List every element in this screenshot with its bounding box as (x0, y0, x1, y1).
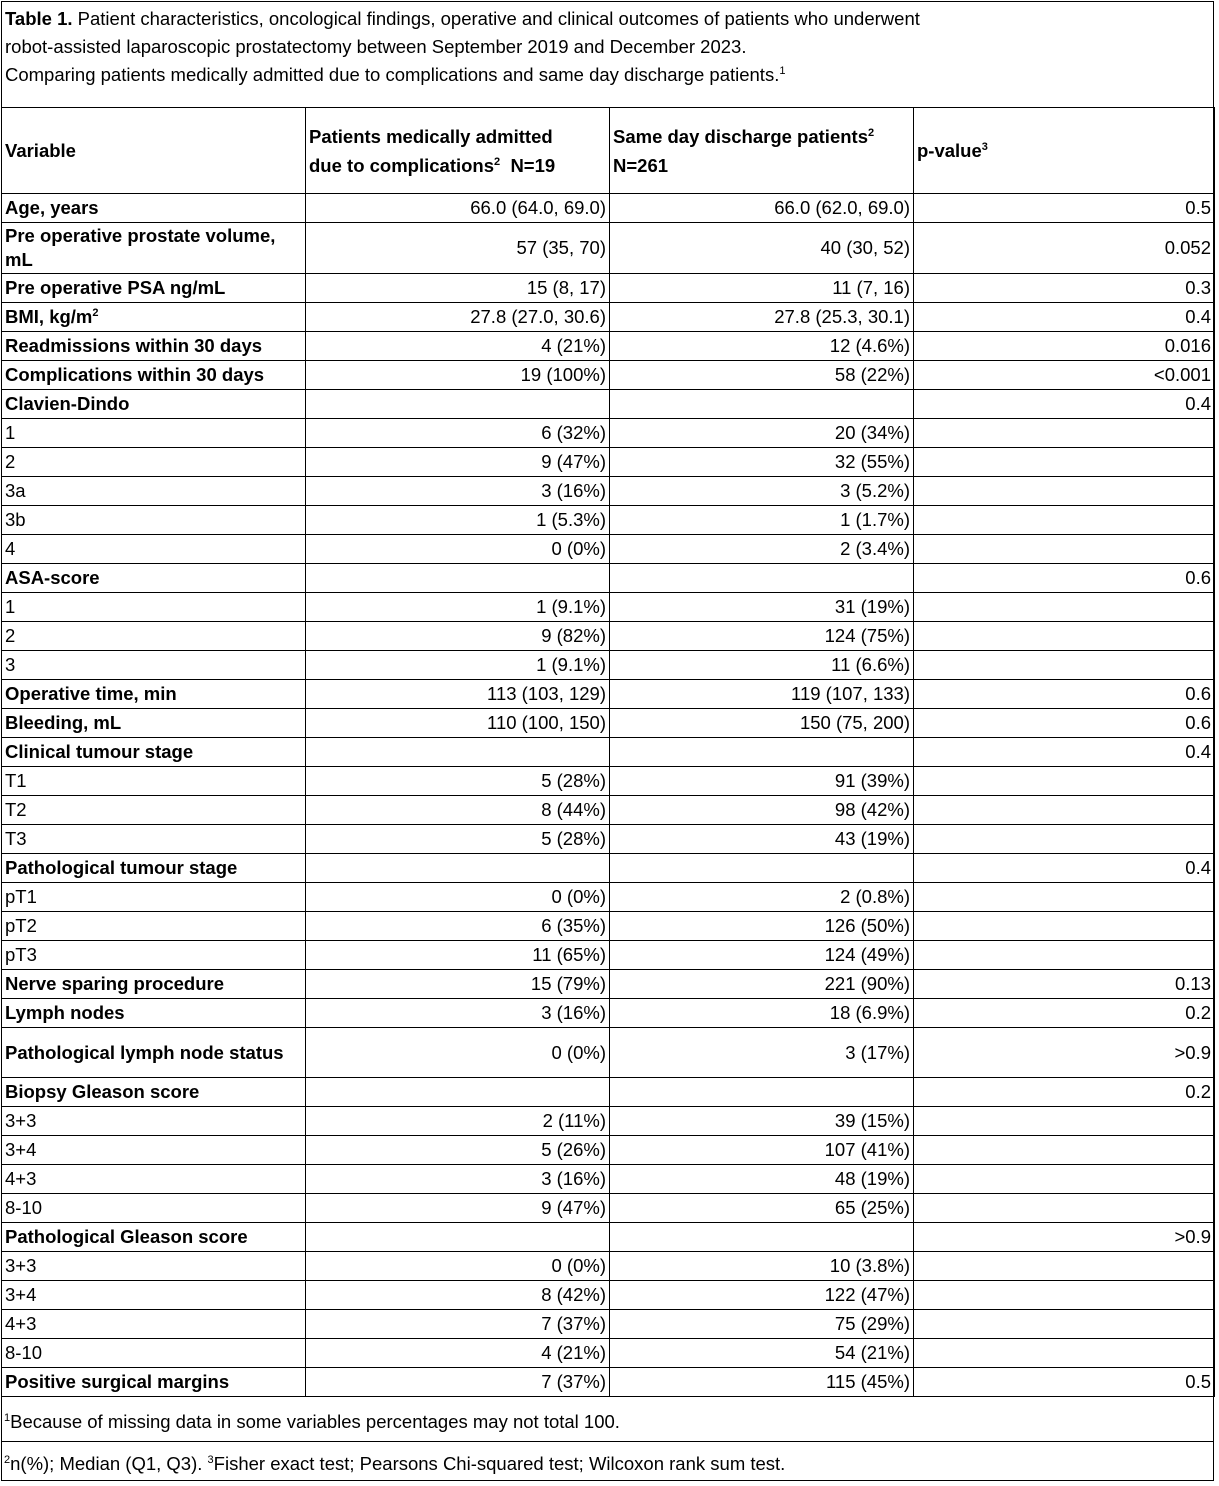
cell-pvalue (914, 477, 1215, 506)
row-label-text: Bleeding, mL (5, 712, 122, 733)
table-row (2, 303, 1215, 332)
table-row (2, 622, 1215, 651)
table-row (2, 390, 1215, 419)
cell-discharge: 66.0 (62.0, 69.0) (610, 194, 914, 223)
row-label (2, 999, 306, 1028)
row-label-text: 3b (5, 509, 26, 530)
table-row (2, 564, 1215, 593)
cell-pvalue (914, 1107, 1215, 1136)
cell-discharge: 126 (50%) (610, 912, 914, 941)
cell-pvalue: 0.5 (914, 194, 1215, 223)
cell-pvalue (914, 767, 1215, 796)
row-label (2, 651, 306, 680)
cell-discharge: 43 (19%) (610, 825, 914, 854)
cell-discharge (610, 1078, 914, 1107)
cell-admitted: 9 (47%) (306, 1194, 610, 1223)
table-row (2, 767, 1215, 796)
table-row (2, 419, 1215, 448)
cell-admitted: 0 (0%) (306, 535, 610, 564)
row-label-text: Complications within 30 days (5, 364, 265, 385)
row-label-text: T1 (5, 770, 27, 791)
row-label-text: 1 (5, 596, 16, 617)
row-label-text: Positive surgical margins (5, 1371, 230, 1392)
cell-admitted: 4 (21%) (306, 1339, 610, 1368)
cell-pvalue (914, 1281, 1215, 1310)
row-label-text: Pre operative PSA ng/mL (5, 277, 226, 298)
cell-discharge: 150 (75, 200) (610, 709, 914, 738)
table-row (2, 970, 1215, 999)
row-label (2, 738, 306, 767)
row-label-text: 4+3 (5, 1168, 37, 1189)
row-label (2, 1078, 306, 1107)
cell-discharge: 115 (45%) (610, 1368, 914, 1397)
footnote-2-text-a: n(%); Median (Q1, Q3). (10, 1453, 208, 1474)
row-label (2, 419, 306, 448)
cell-pvalue (914, 593, 1215, 622)
row-label (2, 303, 306, 332)
cell-pvalue: 0.4 (914, 854, 1215, 883)
row-label (2, 332, 306, 361)
cell-admitted: 15 (79%) (306, 970, 610, 999)
cell-discharge: 31 (19%) (610, 593, 914, 622)
row-label (2, 194, 306, 223)
cell-discharge: 3 (17%) (610, 1028, 914, 1078)
cell-discharge: 107 (41%) (610, 1136, 914, 1165)
row-label-text: 3+4 (5, 1284, 37, 1305)
data-table (1, 107, 1215, 1397)
table-row (2, 1194, 1215, 1223)
cell-discharge: 3 (5.2%) (610, 477, 914, 506)
table-row (2, 506, 1215, 535)
row-label (2, 680, 306, 709)
cell-pvalue: 0.2 (914, 1078, 1215, 1107)
cell-pvalue (914, 651, 1215, 680)
cell-discharge: 48 (19%) (610, 1165, 914, 1194)
cell-pvalue (914, 883, 1215, 912)
header-admitted (306, 108, 610, 194)
row-label (2, 883, 306, 912)
table-row (2, 194, 1215, 223)
cell-pvalue: 0.13 (914, 970, 1215, 999)
row-label (2, 1136, 306, 1165)
cell-pvalue (914, 912, 1215, 941)
cell-admitted: 8 (42%) (306, 1281, 610, 1310)
cell-admitted: 15 (8, 17) (306, 274, 610, 303)
row-label (2, 506, 306, 535)
cell-discharge: 18 (6.9%) (610, 999, 914, 1028)
row-label-text: Lymph nodes (5, 1002, 125, 1023)
row-label-text: Readmissions within 30 days (5, 335, 263, 356)
row-label (2, 535, 306, 564)
cell-discharge: 2 (3.4%) (610, 535, 914, 564)
row-label-text: BMI, kg/m (5, 306, 93, 327)
row-label (2, 622, 306, 651)
row-label-text: 3 (5, 654, 16, 675)
row-label (2, 1339, 306, 1368)
cell-discharge: 54 (21%) (610, 1339, 914, 1368)
cell-discharge: 11 (7, 16) (610, 274, 914, 303)
cell-pvalue: 0.016 (914, 332, 1215, 361)
row-label-text: Pathological lymph node status (5, 1041, 284, 1063)
caption-text-1: Patient characteristics, oncological findings, operative and clinical outcomes of patients who underwent (72, 8, 920, 29)
cell-pvalue: 0.4 (914, 738, 1215, 767)
cell-discharge: 12 (4.6%) (610, 332, 914, 361)
table-row (2, 999, 1215, 1028)
row-label (2, 274, 306, 303)
cell-admitted (306, 390, 610, 419)
cell-pvalue (914, 448, 1215, 477)
row-label (2, 223, 306, 274)
cell-discharge: 20 (34%) (610, 419, 914, 448)
cell-admitted (306, 738, 610, 767)
cell-admitted: 1 (9.1%) (306, 651, 610, 680)
row-label-text: Operative time, min (5, 683, 177, 704)
row-label (2, 1223, 306, 1252)
table-row (2, 1223, 1215, 1252)
table-row (2, 709, 1215, 738)
row-label-text: 8-10 (5, 1197, 43, 1218)
row-label-text: Biopsy Gleason score (5, 1081, 200, 1102)
row-label-sup: 2 (92, 306, 99, 319)
table-caption (5, 5, 1205, 89)
header-discharge-line1: Same day discharge patients (613, 125, 868, 147)
row-label-text: pT2 (5, 915, 37, 936)
header-admitted-n: N=19 (510, 154, 556, 176)
table-row (2, 223, 1215, 274)
caption-text-3: Comparing patients medically admitted due to complications and same day discharge patients. (5, 64, 780, 85)
cell-admitted: 1 (9.1%) (306, 593, 610, 622)
cell-admitted: 113 (103, 129) (306, 680, 610, 709)
cell-admitted: 11 (65%) (306, 941, 610, 970)
cell-admitted (306, 564, 610, 593)
table-row (2, 651, 1215, 680)
row-label (2, 1165, 306, 1194)
cell-discharge: 75 (29%) (610, 1310, 914, 1339)
cell-pvalue (914, 796, 1215, 825)
cell-discharge (610, 1223, 914, 1252)
table-row (2, 535, 1215, 564)
row-label (2, 825, 306, 854)
cell-pvalue: 0.4 (914, 390, 1215, 419)
cell-admitted: 7 (37%) (306, 1368, 610, 1397)
cell-admitted (306, 1223, 610, 1252)
cell-admitted: 6 (32%) (306, 419, 610, 448)
cell-admitted (306, 1078, 610, 1107)
row-label (2, 1107, 306, 1136)
row-label-text: Clavien-Dindo (5, 393, 130, 414)
cell-pvalue (914, 506, 1215, 535)
row-label-text: Pre operative prostate volume, mL (5, 225, 276, 270)
footnote-2-sup3: 3 (207, 1453, 214, 1466)
cell-discharge: 1 (1.7%) (610, 506, 914, 535)
cell-admitted (306, 854, 610, 883)
row-label (2, 361, 306, 390)
row-label-text: Pathological Gleason score (5, 1226, 248, 1247)
cell-admitted: 6 (35%) (306, 912, 610, 941)
cell-admitted: 110 (100, 150) (306, 709, 610, 738)
header-pvalue-text: p-value (917, 140, 982, 161)
cell-admitted: 27.8 (27.0, 30.6) (306, 303, 610, 332)
cell-discharge: 58 (22%) (610, 361, 914, 390)
table-row (2, 1310, 1215, 1339)
row-label (2, 854, 306, 883)
caption-line-1 (5, 5, 1205, 33)
cell-discharge: 40 (30, 52) (610, 223, 914, 274)
cell-pvalue (914, 941, 1215, 970)
cell-admitted: 3 (16%) (306, 999, 610, 1028)
cell-admitted: 19 (100%) (306, 361, 610, 390)
header-admitted-line2: due to complications (309, 154, 495, 176)
cell-pvalue: 0.6 (914, 564, 1215, 593)
table-row (2, 738, 1215, 767)
cell-pvalue: 0.052 (914, 223, 1215, 274)
cell-admitted: 66.0 (64.0, 69.0) (306, 194, 610, 223)
cell-pvalue (914, 1339, 1215, 1368)
row-label (2, 1310, 306, 1339)
cell-pvalue (914, 535, 1215, 564)
row-label-text: Age, years (5, 197, 99, 218)
caption-line-2: robot-assisted laparoscopic prostatectomy between September 2019 and December 2023. (5, 36, 747, 57)
cell-admitted: 0 (0%) (306, 1252, 610, 1281)
table-row (2, 448, 1215, 477)
cell-admitted: 3 (16%) (306, 1165, 610, 1194)
cell-discharge: 91 (39%) (610, 767, 914, 796)
row-label-text: 2 (5, 451, 16, 472)
row-label-text: 2 (5, 625, 16, 646)
cell-admitted: 7 (37%) (306, 1310, 610, 1339)
header-variable: Variable (2, 108, 306, 194)
cell-discharge: 2 (0.8%) (610, 883, 914, 912)
cell-pvalue (914, 1165, 1215, 1194)
cell-discharge (610, 390, 914, 419)
table-row (2, 1107, 1215, 1136)
row-label (2, 941, 306, 970)
cell-discharge: 10 (3.8%) (610, 1252, 914, 1281)
cell-pvalue: 0.3 (914, 274, 1215, 303)
cell-pvalue: 0.5 (914, 1368, 1215, 1397)
row-label (2, 796, 306, 825)
cell-pvalue (914, 1136, 1215, 1165)
table-body (2, 194, 1215, 1397)
cell-discharge (610, 564, 914, 593)
cell-discharge: 32 (55%) (610, 448, 914, 477)
cell-pvalue (914, 1310, 1215, 1339)
header-admitted-sup: 2 (494, 155, 501, 168)
footnote-1 (1, 1400, 1214, 1442)
table-row (2, 912, 1215, 941)
caption-label: Table 1. (5, 8, 73, 29)
cell-admitted: 3 (16%) (306, 477, 610, 506)
cell-discharge: 65 (25%) (610, 1194, 914, 1223)
row-label-text: 3+3 (5, 1110, 37, 1131)
row-label-text: Nerve sparing procedure (5, 973, 224, 994)
header-discharge (610, 108, 914, 194)
row-label-text: 1 (5, 422, 16, 443)
footnote-1-sup: 1 (4, 1411, 11, 1424)
table-row (2, 274, 1215, 303)
header-admitted-line1: Patients medically admitted (309, 125, 553, 147)
cell-admitted: 5 (28%) (306, 825, 610, 854)
row-label (2, 593, 306, 622)
cell-pvalue: 0.6 (914, 709, 1215, 738)
cell-discharge: 119 (107, 133) (610, 680, 914, 709)
row-label-text: 8-10 (5, 1342, 43, 1363)
cell-pvalue (914, 1194, 1215, 1223)
row-label-text: 3+4 (5, 1139, 37, 1160)
cell-admitted: 57 (35, 70) (306, 223, 610, 274)
row-label-text: 4 (5, 538, 16, 559)
row-label-text: pT1 (5, 886, 37, 907)
row-label (2, 1194, 306, 1223)
cell-discharge (610, 854, 914, 883)
footnote-2-sup: 2 (4, 1453, 11, 1466)
row-label (2, 709, 306, 738)
row-label-text: 4+3 (5, 1313, 37, 1334)
row-label (2, 767, 306, 796)
cell-pvalue (914, 622, 1215, 651)
cell-pvalue (914, 825, 1215, 854)
table-row (2, 361, 1215, 390)
cell-pvalue (914, 419, 1215, 448)
cell-admitted: 5 (28%) (306, 767, 610, 796)
cell-discharge: 11 (6.6%) (610, 651, 914, 680)
row-label (2, 970, 306, 999)
row-label-text: 3a (5, 480, 26, 501)
cell-discharge: 98 (42%) (610, 796, 914, 825)
table-row (2, 854, 1215, 883)
cell-pvalue (914, 1252, 1215, 1281)
caption-sup: 1 (779, 64, 786, 77)
header-row (2, 108, 1215, 194)
footnote-2-text-b: Fisher exact test; Pearsons Chi-squared test; Wilcoxon rank sum test. (213, 1453, 786, 1474)
table-row (2, 1165, 1215, 1194)
table-row (2, 1252, 1215, 1281)
table-row (2, 796, 1215, 825)
cell-pvalue: 0.4 (914, 303, 1215, 332)
table-row (2, 1368, 1215, 1397)
row-label (2, 448, 306, 477)
cell-pvalue: >0.9 (914, 1028, 1215, 1078)
header-pvalue-sup: 3 (981, 140, 988, 153)
row-label (2, 477, 306, 506)
row-label (2, 1252, 306, 1281)
row-label (2, 1281, 306, 1310)
cell-admitted: 2 (11%) (306, 1107, 610, 1136)
header-pvalue (914, 108, 1215, 194)
table-row (2, 680, 1215, 709)
footnote-1-text: Because of missing data in some variables percentages may not total 100. (10, 1411, 620, 1432)
table-row (2, 593, 1215, 622)
cell-discharge: 124 (75%) (610, 622, 914, 651)
cell-admitted: 9 (82%) (306, 622, 610, 651)
row-label-text: pT3 (5, 944, 37, 965)
row-label-text: T3 (5, 828, 27, 849)
table-row (2, 825, 1215, 854)
cell-admitted: 5 (26%) (306, 1136, 610, 1165)
cell-pvalue: <0.001 (914, 361, 1215, 390)
cell-pvalue: 0.2 (914, 999, 1215, 1028)
cell-discharge: 124 (49%) (610, 941, 914, 970)
footnote-2 (1, 1442, 1214, 1482)
cell-discharge: 27.8 (25.3, 30.1) (610, 303, 914, 332)
row-label (2, 564, 306, 593)
row-label (2, 390, 306, 419)
cell-discharge: 39 (15%) (610, 1107, 914, 1136)
row-label-text: 3+3 (5, 1255, 37, 1276)
table-row (2, 1281, 1215, 1310)
cell-admitted: 4 (21%) (306, 332, 610, 361)
table-row (2, 883, 1215, 912)
caption-line-3 (5, 61, 1205, 89)
table-row (2, 1028, 1215, 1078)
row-label-text: Clinical tumour stage (5, 741, 194, 762)
row-label (2, 912, 306, 941)
row-label (2, 1368, 306, 1397)
cell-admitted: 8 (44%) (306, 796, 610, 825)
cell-admitted: 1 (5.3%) (306, 506, 610, 535)
cell-admitted: 9 (47%) (306, 448, 610, 477)
cell-pvalue: 0.6 (914, 680, 1215, 709)
row-label-text: ASA-score (5, 567, 100, 588)
cell-discharge: 122 (47%) (610, 1281, 914, 1310)
cell-discharge: 221 (90%) (610, 970, 914, 999)
header-discharge-n: N=261 (613, 154, 669, 176)
table-row (2, 941, 1215, 970)
table-row (2, 477, 1215, 506)
table-row (2, 1136, 1215, 1165)
table-row (2, 1339, 1215, 1368)
row-label-text: Pathological tumour stage (5, 857, 238, 878)
cell-admitted: 0 (0%) (306, 883, 610, 912)
header-discharge-sup: 2 (868, 126, 875, 139)
row-label (2, 1028, 306, 1078)
table-row (2, 332, 1215, 361)
cell-pvalue: >0.9 (914, 1223, 1215, 1252)
cell-admitted: 0 (0%) (306, 1028, 610, 1078)
row-label-text: T2 (5, 799, 27, 820)
table-row (2, 1078, 1215, 1107)
cell-discharge (610, 738, 914, 767)
